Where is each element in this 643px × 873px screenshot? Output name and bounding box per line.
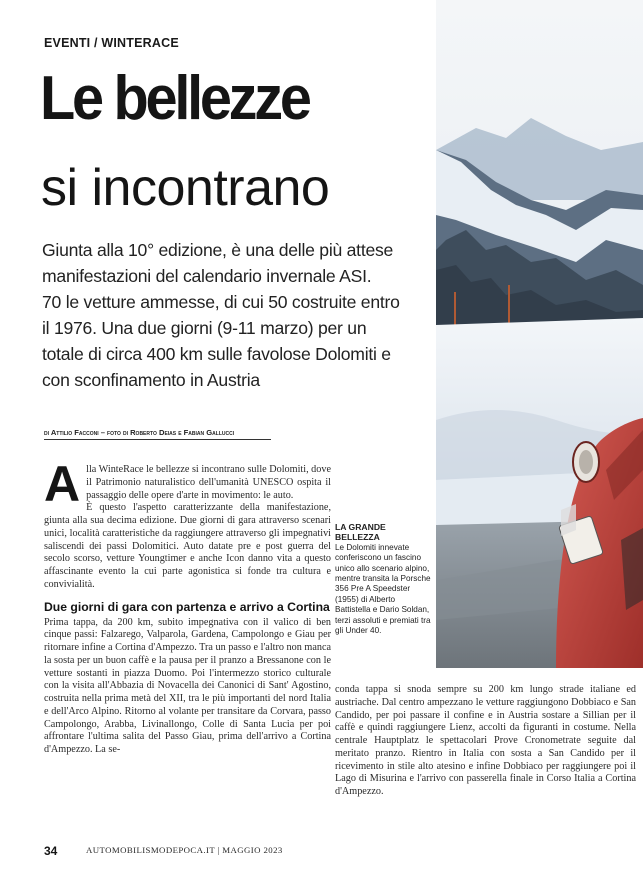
photo-caption (335, 522, 431, 636)
body-paragraph-3: Prima tappa, da 200 km, subito impegnativa con il valico di ben cinque passi: Falzarego, Valparola, Gardena, Campolongo e Giau per ritornare infine a Cortina d'Ampezzo. Tra un passo e l'altro non manca la sosta per un buon caffè e la pausa per il pranzo a Bressanone con le vetture sostanti in piazza Duomo. Poi l'intermezzo storico culturale con la visita all'Abbazia di Novacella dei Canonici di Sant' Agostino, costruita nella prima metà del XII, tra le più importanti del nord Italia e dell'Arco Alpino. Ritorno al volante per transitare da Corvara, passo Campolongo, Arabba, Livinallongo, Colle di Santa Lucia per poi affrontare l'ultima salita del Passo Giau, prima dell'arrivo a Cortina d'Ampezzo. La se- (44, 616, 331, 755)
drop-cap: A (44, 456, 81, 512)
lead-line: manifestazioni del calendario invernale ASI. (42, 266, 372, 286)
byline: di Attilio Facconi – foto di Roberto Deias e Fabian Gallucci (44, 428, 271, 440)
body-paragraph-4: conda tappa si snoda sempre su 200 km lungo strade italiane ed austriache. Dal centro ampezzano le vetture raggiungono Dobbiaco e San Candido, per poi passare il confine e in Austria sostare a Sillian per il caffè e quindi raggiungere Lienz, accolti da figuranti in costume. Nella centrale Hauptplatz le spettacolari Prove Cronometrate seguite dal meritato pranzo. Rientro in Italia con sosta a San Candido per il ricevimento in stile alto atesino e infine Dobbiaco per raggiungere poi il Lago di Misurina e l'arrivo con passerella finale in Corso Italia a Cortina d'Ampezzo. (335, 684, 636, 797)
body-paragraph-2: È questo l'aspetto caratterizzante della manifestazione, giunta alla sua decima edizione. Due giorni di gara attraverso scenari unici, località caratteristiche da raggiungere attraverso gli impegnativi saliscendi dei passi Dolomitici. Auto datate pre e post guerra del secolo scorso, vetture Youngtimer e anche Icon danno vita a questo affascinante evento la cui parte agonistica si fonde tra cultura e convivialità. (44, 502, 331, 590)
lead-line: con sconfinamento in Austria (42, 370, 260, 390)
page-number: 34 (44, 844, 58, 858)
body-column-right (335, 684, 636, 799)
body-paragraph-1 (44, 456, 331, 512)
lead-line: il 1976. Una due giorni (9-11 marzo) per un (42, 318, 367, 338)
caption-title: LA GRANDE BELLEZZA (335, 522, 386, 543)
lead-paragraph (42, 237, 437, 393)
paragraph-text: lla WinteRace le bellezze si incontrano sulle Dolomiti, dove il Patrimonio naturalistico dell'umanità UNESCO ospita il passaggio delle opere d'arte in movimento: le auto. (86, 464, 331, 501)
title-line-1: Le bellezze (40, 64, 309, 133)
subheading: Due giorni di gara con partenza e arrivo a Cortina (44, 599, 330, 614)
lead-line: Giunta alla 10° edizione, è una delle più attese (42, 240, 394, 260)
lead-line: 70 le vetture ammesse, di cui 50 costruite entro (42, 292, 400, 312)
lead-line: totale di circa 400 km sulle favolose Dolomiti e (42, 344, 391, 364)
caption-text: Le Dolomiti innevate conferiscono un fascino unico allo scenario alpino, mentre transita la Porsche 356 Pre A Speedster (1955) di Alberto Battistella e Dario Soldan, terzi assoluti e premiati tra gli Under 40. (335, 542, 431, 636)
section-label: EVENTI / WINTERACE (44, 36, 179, 50)
magazine-footer: AUTOMOBILISMODEPOCA.IT | MAGGIO 2023 (86, 845, 283, 855)
photo-dolomites-porsche (436, 0, 643, 668)
title-line-2: si incontrano (41, 159, 330, 217)
photo-illustration (436, 0, 643, 668)
body-column-left (44, 456, 331, 757)
